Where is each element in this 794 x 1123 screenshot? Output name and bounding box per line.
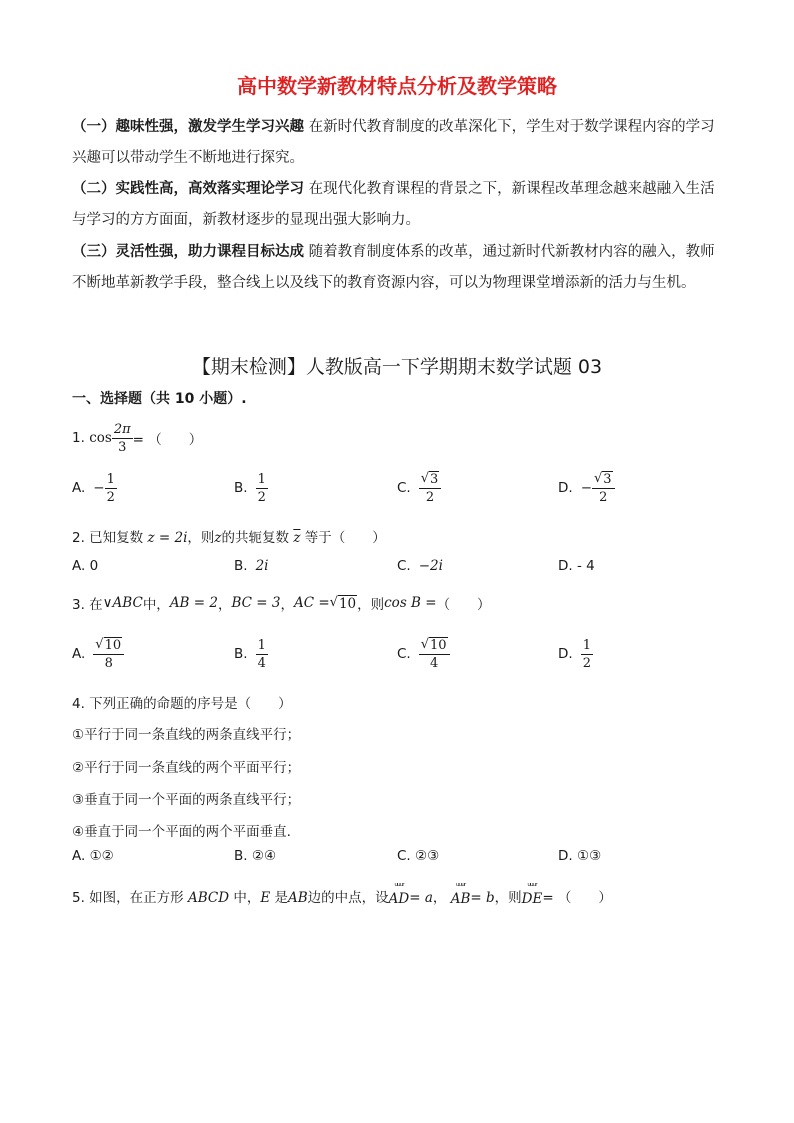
frac-den: 2 [425, 490, 435, 505]
q1-option-c[interactable] [397, 468, 441, 508]
q2-tail: 等于（ ） [304, 530, 386, 546]
vector-ab: ᵘᵘᵘʳ AB [450, 882, 471, 907]
q3-a-fraction [93, 637, 124, 671]
option-text: A. ①② [72, 848, 114, 864]
option-label: D. [558, 646, 573, 662]
q5-sep: ， [432, 890, 447, 906]
vector-de: ᵘᵘᵘʳ DE [521, 882, 543, 907]
option-label: B. [234, 558, 248, 574]
q3-d-fraction [581, 638, 593, 671]
q1-option-d[interactable] [558, 468, 615, 508]
frac-den: 2 [599, 490, 608, 505]
q1-b-fraction [256, 472, 268, 505]
q1-frac-den: 3 [118, 439, 127, 455]
intro-text-1: 在新时代教育制度的改革深化下，学生对于数学课程内容的学习兴趣可以带动学生不断地进行探究。 [72, 119, 715, 166]
q5-text: 边的中点，设 [307, 890, 389, 906]
q2-prefix: 2. 已知复数 [72, 530, 144, 546]
q3-bc: BC = 3 [231, 595, 281, 611]
exam-title: 【期末检测】人教版高一下学期期末数学试题 03 [191, 356, 603, 378]
q2-options [72, 546, 722, 586]
q1-number: 1. [72, 430, 85, 446]
frac-num: 3 [430, 472, 439, 487]
q1-option-b[interactable] [234, 468, 268, 508]
q5-e: E [260, 890, 271, 906]
q3-b-fraction [256, 638, 268, 671]
vector-label: AB [450, 891, 471, 907]
q3-sep: ， [217, 597, 232, 613]
question-5 [72, 880, 612, 906]
q2-text: 的共轭复数 [221, 530, 290, 546]
vector-eq: = b [470, 890, 495, 906]
sqrt-symbol: √ 10 [420, 637, 447, 653]
sqrt-symbol: √ 3 [420, 471, 439, 487]
q3-c-fraction [419, 637, 450, 671]
article-title: 高中数学新教材特点分析及教学策略 [237, 74, 557, 98]
q5-prefix: 5. 如图，在正方形 [72, 890, 184, 906]
q3-option-a[interactable] [72, 634, 124, 674]
minus-sign: − [93, 480, 105, 496]
q1-a-fraction [105, 472, 117, 505]
vector-label: AD [388, 891, 410, 907]
frac-num: 3 [603, 472, 612, 487]
q2-option-c[interactable] [397, 546, 443, 586]
q3-ac-radicand: 10 [338, 595, 357, 612]
intro-lead-3: （三）灵活性强，助力课程目标达成 [72, 244, 304, 260]
vector-ad: ᵘᵘᵘʳ AD [388, 882, 410, 907]
frac-den: 2 [582, 655, 591, 671]
frac-den: 4 [430, 656, 439, 671]
vector-label: DE [521, 891, 543, 907]
q4-options [72, 836, 722, 876]
intro-paragraph-1 [72, 112, 724, 174]
option-text: D. ①③ [558, 848, 602, 864]
question-1 [72, 418, 202, 458]
option-label: B. [234, 646, 248, 662]
q2-z: z [214, 530, 222, 546]
q3-sep: ， [280, 597, 294, 613]
frac-den: 8 [104, 656, 113, 671]
section-heading: 一、选择题（共 10 小题）. [72, 391, 247, 407]
q1-fraction [112, 422, 133, 455]
sqrt-symbol: √ 3 [594, 471, 612, 487]
option-text: B. ②④ [234, 848, 277, 864]
q5-ab: AB [288, 890, 308, 906]
q3-ab: AB = 2 [169, 595, 218, 611]
q1-c-fraction [419, 471, 442, 505]
q4-option-a[interactable] [72, 836, 114, 876]
q4-option-b[interactable] [234, 836, 276, 876]
frac-num: 10 [430, 638, 447, 653]
option-label: A. [72, 480, 86, 496]
frac-den: 2 [257, 489, 266, 505]
q4-statement-4: ④垂直于同一个平面的两个平面垂直. [72, 824, 291, 840]
option-text: C. ②③ [397, 848, 440, 864]
frac-num: 1 [257, 471, 266, 487]
frac-num: 10 [104, 638, 122, 653]
q4-statement-1: ①平行于同一条直线的两条直线平行； [72, 727, 301, 743]
q1-options [72, 468, 722, 508]
q3-ac: AC = [293, 595, 330, 611]
q4-option-c[interactable] [397, 836, 439, 876]
q3-prefix: 3. 在 [72, 597, 103, 613]
question-3 [72, 592, 491, 614]
q3-option-d[interactable] [558, 634, 593, 674]
q2-zbar: $\overline{z}$ [293, 530, 301, 546]
q1-option-a[interactable] [72, 468, 117, 508]
sqrt-symbol: √ 10 [95, 637, 122, 653]
q5-text: 是 [274, 890, 288, 906]
q4-statement-2: ②平行于同一条直线的两个平面平行； [72, 760, 301, 776]
q5-square: ABCD [187, 890, 230, 906]
option-value: 2i [255, 558, 269, 574]
question-2 [72, 526, 386, 546]
minus-sign: − [580, 480, 592, 496]
q3-triangle: ∨ABC [102, 595, 143, 611]
q2-text: ，则 [187, 530, 215, 546]
q1-cos: cos [89, 430, 112, 446]
intro-lead-2: （二）实践性高，高效落实理论学习 [72, 181, 304, 197]
frac-den: 4 [257, 655, 266, 671]
frac-den: 2 [106, 489, 115, 505]
intro-lead-1: （一）趣味性强，激发学生学习兴趣 [72, 119, 304, 135]
vector-eq: = a [409, 890, 433, 906]
q4-option-d[interactable] [558, 836, 601, 876]
intro-text-3: 随着教育制度体系的改革，通过新时代新教材内容的融入，教师不断地革新教学手段，整合线上以及线下的教育资源内容，可以为物理课堂增添新的活力与生机。 [72, 244, 715, 291]
q5-tail: = （ ） [542, 890, 612, 906]
q3-option-b[interactable] [234, 634, 268, 674]
q3-cosb: cos B = [384, 595, 437, 611]
q5-text: ，则 [494, 890, 522, 906]
q2-equation: z = 2i [147, 530, 188, 546]
intro-text-2: 在现代化教育课程的背景之下，新课程改革理念越来越融入生活与学习的方方面面，新教材逐步的显现出强大影响力。 [72, 181, 715, 228]
frac-num: 1 [582, 637, 591, 653]
option-label: C. [397, 558, 411, 574]
frac-num: 1 [106, 471, 115, 487]
option-label: A. [72, 646, 86, 662]
q1-tail: = （ ） [132, 432, 203, 448]
q3-tail: （ ） [436, 597, 491, 613]
option-value: −2i [418, 558, 443, 574]
q5-text: 中， [233, 890, 261, 906]
q2-option-a[interactable] [72, 546, 98, 586]
q3-text: 中， [142, 597, 170, 613]
option-label: C. [397, 480, 411, 496]
question-4: 4. 下列正确的命题的序号是（ ） [72, 696, 292, 712]
intro-paragraph-2 [72, 174, 724, 236]
intro-paragraph-3 [72, 237, 724, 299]
q1-frac-num: 2π [113, 421, 131, 437]
q1-d-fraction [592, 471, 615, 505]
option-label: C. [397, 646, 411, 662]
q2-option-d[interactable] [558, 546, 595, 586]
option-label: D. [558, 480, 573, 496]
q3-options [72, 634, 722, 674]
sqrt-symbol: √ 10 [329, 594, 357, 612]
frac-num: 1 [257, 637, 266, 653]
q2-option-b[interactable] [234, 546, 268, 586]
q4-statement-3: ③垂直于同一个平面的两条直线平行； [72, 792, 301, 808]
q3-option-c[interactable] [397, 634, 450, 674]
option-text: A. 0 [72, 558, 99, 574]
option-label: B. [234, 480, 248, 496]
q3-text: ，则 [357, 597, 385, 613]
option-text: D. - 4 [558, 558, 595, 574]
